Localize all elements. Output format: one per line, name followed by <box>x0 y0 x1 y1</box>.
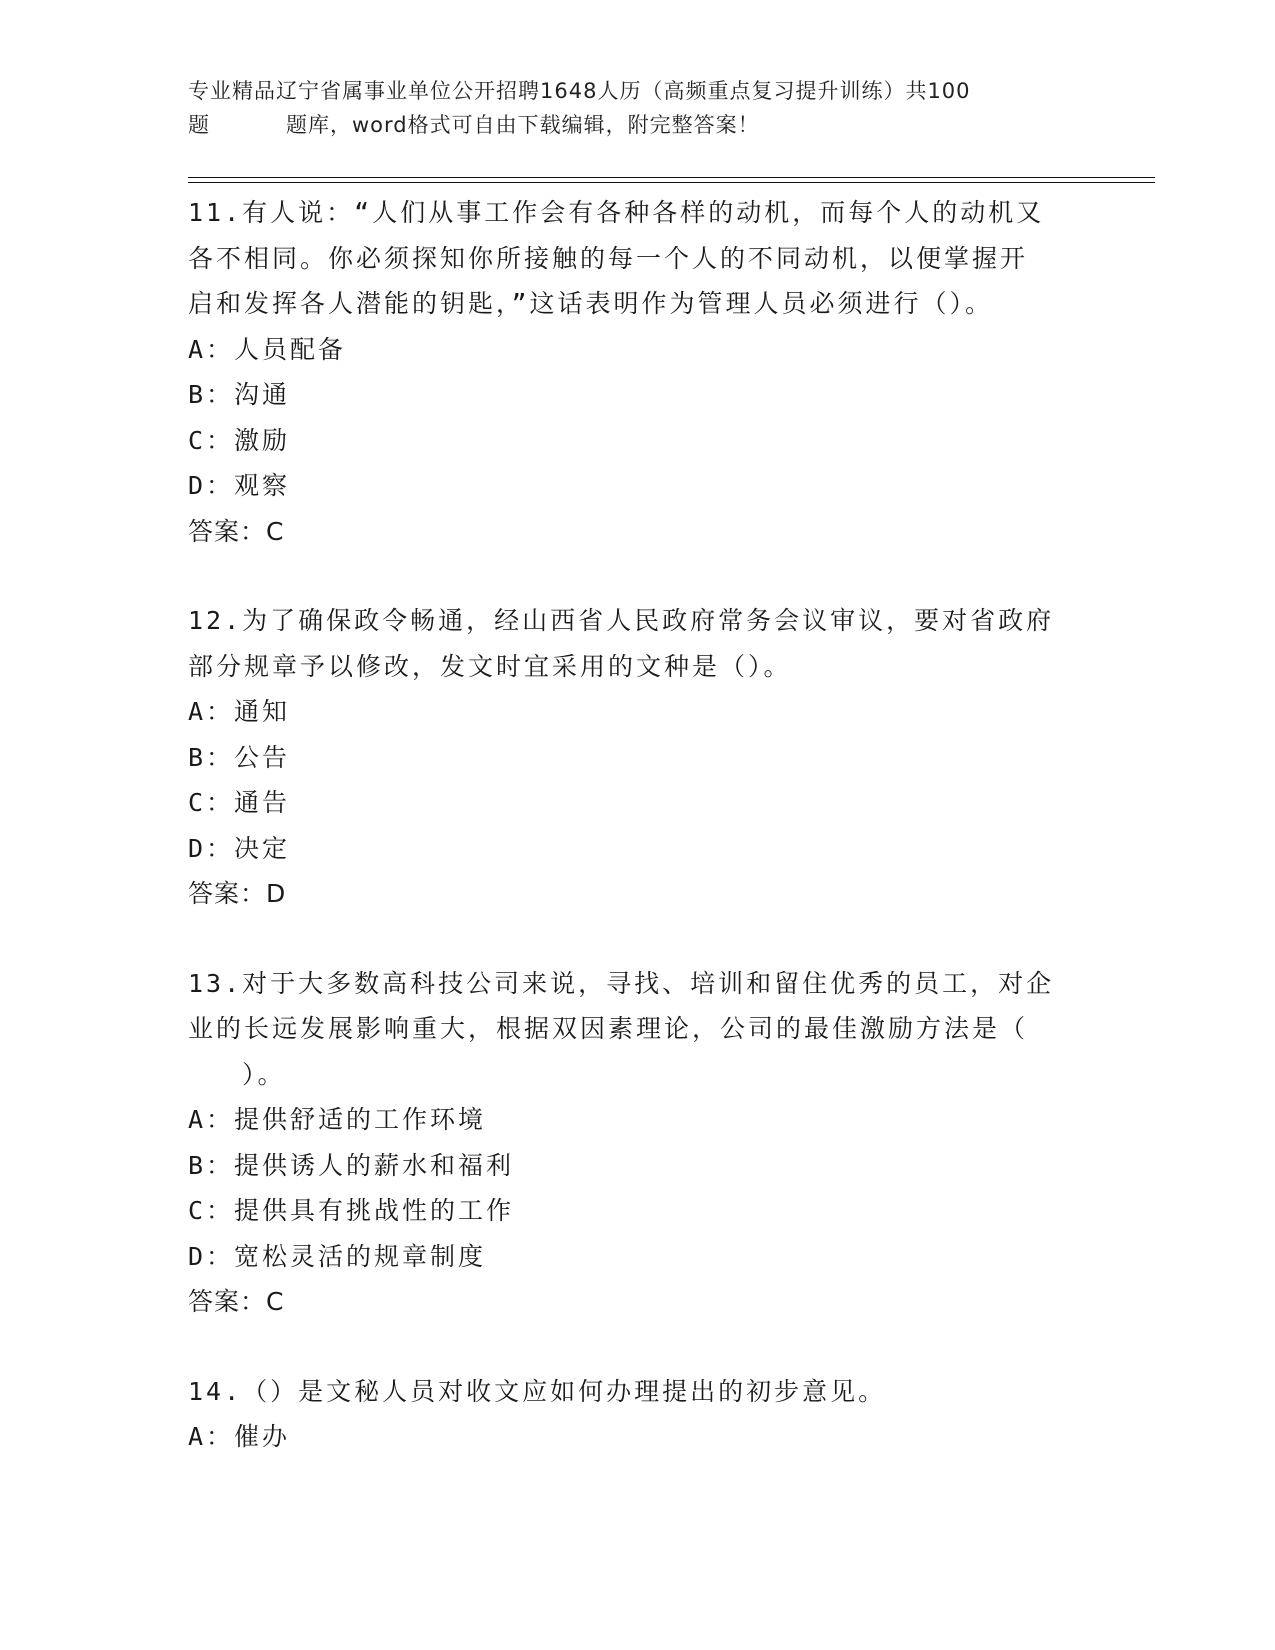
option-a: A：通知 <box>188 697 291 726</box>
header-title-line-1: 专业精品辽宁省属事业单位公开招聘1648人历（高频重点复习提升训练）共100 <box>188 79 971 103</box>
option-c: C：提供具有挑战性的工作 <box>188 1196 515 1225</box>
question-11 <box>188 190 1088 554</box>
question-stem <box>188 961 1088 1098</box>
header-divider-bottom <box>188 182 1155 183</box>
question-stem-line: ）。 <box>242 1059 286 1089</box>
question-14 <box>188 1369 1088 1460</box>
question-spacer <box>188 1325 1088 1369</box>
question-stem-line: 启和发挥各人潜能的钥匙，”这话表明作为管理人员必须进行（）。 <box>188 289 994 318</box>
option-b: B：沟通 <box>188 380 291 409</box>
question-stem-line: 各不相同。你必须探知你所接触的每一个人的不同动机，以便掌握开 <box>188 243 1029 273</box>
question-stem <box>188 1369 1088 1415</box>
option-d: D：宽松灵活的规章制度 <box>188 1241 487 1271</box>
option-b: B：提供诱人的薪水和福利 <box>188 1150 515 1180</box>
header-divider-top <box>188 177 1155 178</box>
option-c: C：通告 <box>188 788 291 817</box>
question-12 <box>188 598 1088 917</box>
option-d: D：决定 <box>188 833 291 863</box>
question-stem-line: 12.为了确保政令畅通，经山西省人民政府常务会议审议，要对省政府 <box>188 606 1055 635</box>
question-stem-line: 部分规章予以修改，发文时宜采用的文种是（）。 <box>188 651 792 681</box>
option-d: D：观察 <box>188 471 291 500</box>
answer-line: 答案：C <box>188 516 285 546</box>
question-stem-line: 13.对于大多数高科技公司来说，寻找、培训和留住优秀的员工，对企 <box>188 968 1055 998</box>
option-a: A：提供舒适的工作环境 <box>188 1105 487 1134</box>
answer-line: 答案：D <box>188 879 287 908</box>
question-stem-line: 14.（）是文秘人员对收文应如何办理提出的初步意见。 <box>188 1376 887 1406</box>
header-title-line-2-left: 题 <box>188 113 210 137</box>
header-title-line-2-right: 题库，word格式可自由下载编辑，附完整答案！ <box>286 113 760 137</box>
question-stem-line: 业的长远发展影响重大，根据双因素理论，公司的最佳激励方法是（ <box>188 1014 1029 1043</box>
option-a: A：催办 <box>188 1422 291 1451</box>
answer-line: 答案：C <box>188 1287 285 1316</box>
question-spacer <box>188 917 1088 961</box>
document-header <box>188 74 1068 142</box>
question-spacer <box>188 554 1088 598</box>
question-stem-line: 11.有人说：“人们从事工作会有各种各样的动机，而每个人的动机又 <box>188 198 1045 227</box>
option-b: B：公告 <box>188 742 291 772</box>
header-title-line-2 <box>188 108 1068 142</box>
option-c: C：激励 <box>188 425 291 455</box>
question-13 <box>188 961 1088 1325</box>
option-a: A：人员配备 <box>188 334 347 364</box>
question-stem <box>188 190 1088 327</box>
question-list <box>188 190 1088 1460</box>
question-stem <box>188 598 1088 689</box>
